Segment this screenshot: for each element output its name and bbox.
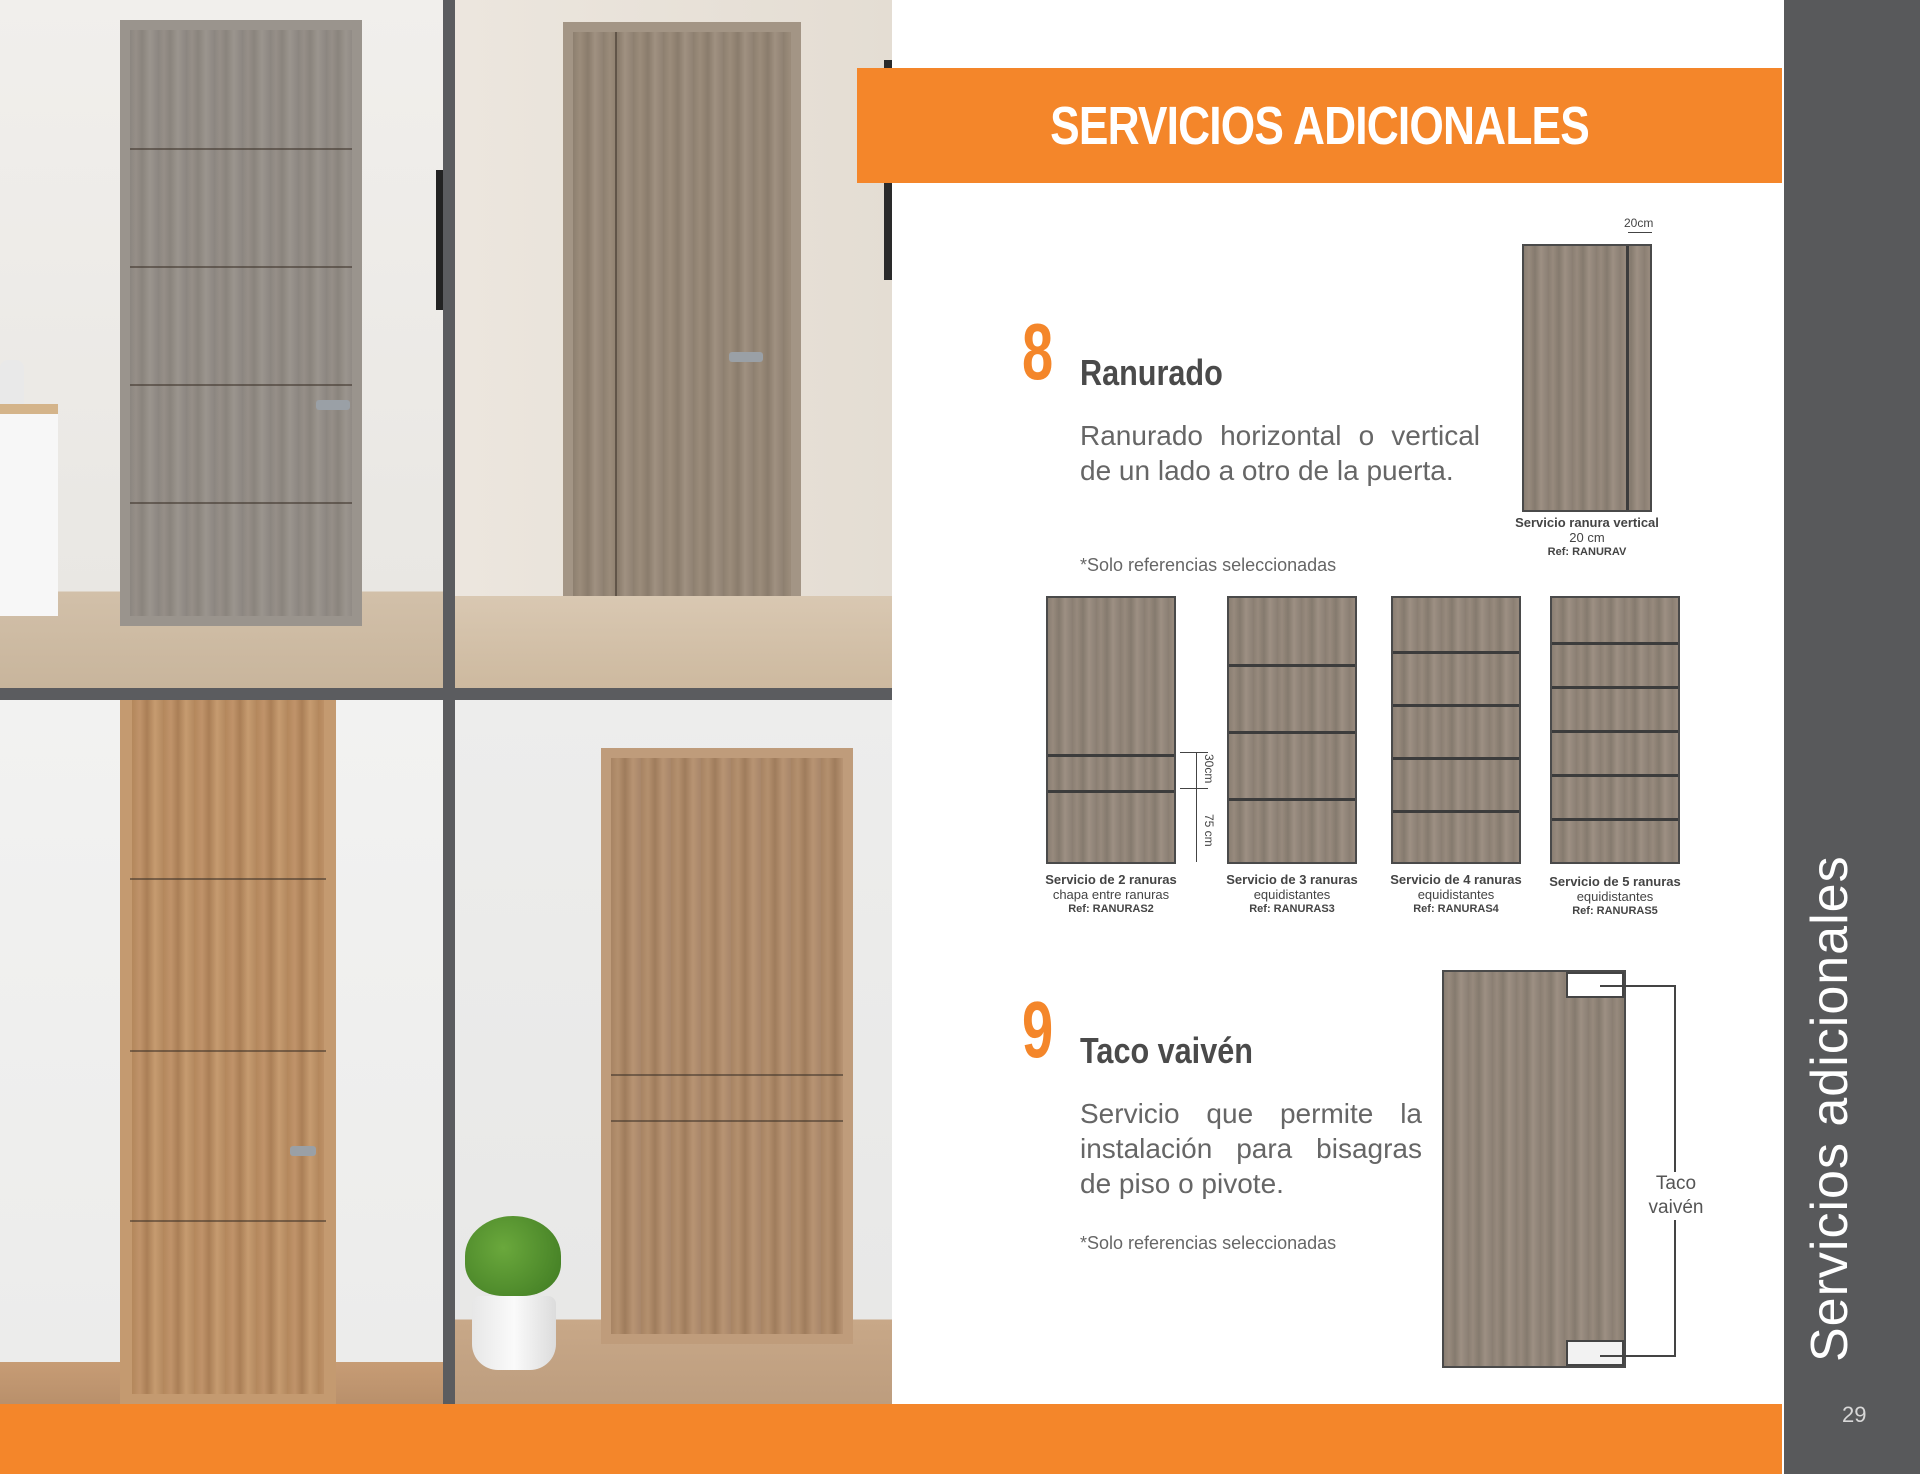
- bottom-orange-bar: [0, 1404, 1782, 1474]
- photo-taupe-door-vertical-groove: [455, 0, 892, 688]
- section-note-taco-vaiven: *Solo referencias seleccionadas: [1080, 1233, 1337, 1253]
- vertical-groove-name: Servicio ranura vertical: [1515, 515, 1659, 530]
- groove-swatch-2: [1046, 596, 1176, 864]
- section-note-ranurado: *Solo referencias seleccionadas: [1080, 555, 1337, 575]
- groove-bottom-dimension: 75 cm: [1202, 814, 1216, 847]
- section-title-taco-vaiven: Taco vaivén: [1080, 1030, 1253, 1071]
- groove-caption-4: Servicio de 4 ranuras equidistantes Ref: RANURAS4: [1390, 872, 1522, 915]
- groove-swatch-5: [1550, 596, 1680, 864]
- door: [563, 22, 801, 632]
- sidebar-title: Servicios adicionales: [1801, 855, 1859, 1362]
- door: [601, 748, 853, 1344]
- plant-pot: [472, 1296, 556, 1370]
- section-number-9: 9: [1022, 985, 1054, 1074]
- photo-grey-door-horizontal-grooves: [0, 0, 443, 688]
- section-title-ranurado: Ranurado: [1080, 352, 1223, 393]
- plant: [465, 1216, 561, 1296]
- groove-caption-5: Servicio de 5 ranuras equidistantes Ref: RANURAS5: [1549, 874, 1681, 917]
- page-title: SERVICIOS ADICIONALES: [1050, 95, 1589, 156]
- bottom-hinge-block: [1566, 1340, 1624, 1366]
- lamp: [0, 360, 24, 406]
- door: [120, 20, 362, 626]
- vertical-groove-size: 20 cm: [1569, 530, 1605, 545]
- side-cabinet: [0, 404, 58, 616]
- section-number-8: 8: [1022, 307, 1054, 396]
- section-description-ranurado: Ranurado horizontal o vertical de un lado a otro de la puerta.: [1080, 420, 1480, 486]
- wall-frame: [436, 170, 443, 310]
- section-description-taco-vaiven: Servicio que permite la instalación para bisagras de piso o pivote.: [1080, 1098, 1422, 1199]
- door: [120, 700, 336, 1404]
- groove-swatch-3: [1227, 596, 1357, 864]
- vertical-groove-caption: [1500, 515, 1674, 560]
- groove-gap-dimension: 30cm: [1202, 754, 1216, 784]
- vertical-groove-ref: Ref: RANURAV: [1547, 546, 1627, 558]
- header-bar: [857, 68, 1782, 183]
- page-number: 29: [1842, 1402, 1867, 1427]
- photo-oak-tall-door: [0, 700, 443, 1404]
- taco-vaiven-label: Taco vaivén: [1640, 1172, 1712, 1220]
- taco-vaiven-swatch: [1442, 970, 1626, 1368]
- door-photo-grid: [0, 0, 892, 1404]
- groove-caption-3: Servicio de 3 ranuras equidistantes Ref: RANURAS3: [1226, 872, 1358, 915]
- vertical-groove-swatch: [1522, 244, 1652, 512]
- groove-swatch-4: [1391, 596, 1521, 864]
- vertical-top-dimension: 20cm: [1624, 216, 1654, 230]
- groove-caption-2: Servicio de 2 ranuras chapa entre ranuras Ref: RANURAS2: [1045, 872, 1177, 915]
